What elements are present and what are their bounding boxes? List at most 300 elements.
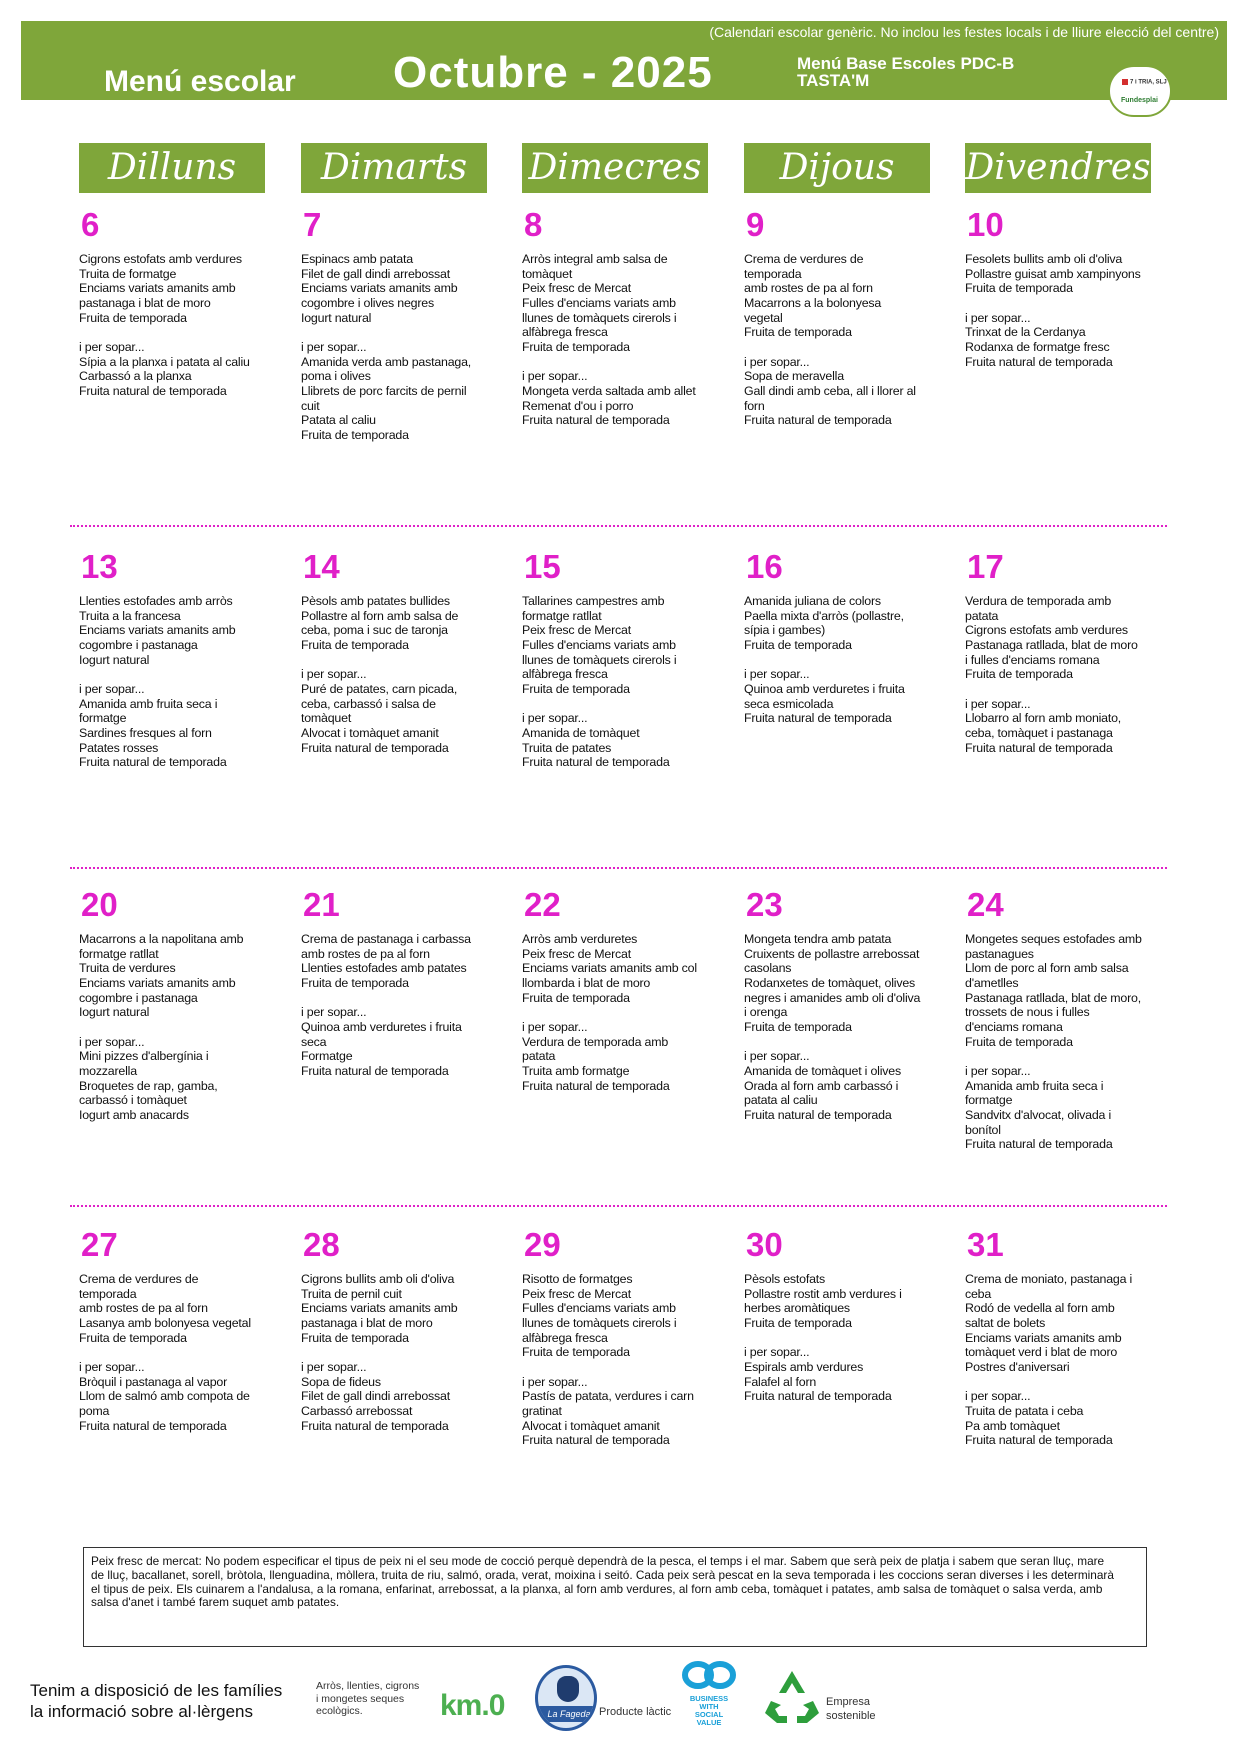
- menu-item: Bròquil i pastanaga al vapor: [79, 1374, 228, 1389]
- menu-item: alfàbrega fresca: [522, 667, 608, 682]
- menu-item: Amanida verda amb pastanaga,: [301, 354, 472, 369]
- menu-item: Fruita de temporada: [965, 281, 1073, 296]
- day-number: 8: [524, 206, 543, 243]
- menu-items: [301, 594, 506, 755]
- bsv-line4: VALUE: [696, 1718, 722, 1727]
- menu-item: Fulles d'enciams variats amb: [522, 637, 676, 652]
- week-separator: [70, 1205, 1167, 1207]
- menu-item: llunes de tomàquets cirerols i: [522, 1315, 677, 1330]
- menu-base-line2: TASTA'M: [797, 71, 870, 90]
- menu-item: sípia i gambes): [744, 623, 826, 638]
- day-number: 28: [303, 1226, 340, 1263]
- menu-item: Espinacs amb patata: [301, 252, 413, 266]
- menu-spacer: [522, 1360, 727, 1375]
- menu-item: Fruita natural de temporada: [965, 354, 1113, 369]
- menu-item: Arròs amb verduretes: [522, 932, 638, 946]
- menu-item: gratinat: [522, 1403, 562, 1418]
- day-number: 20: [81, 886, 118, 923]
- menu-item: Pa amb tomàquet: [965, 1418, 1060, 1433]
- menu-item: Fruita natural de temporada: [522, 755, 670, 770]
- menu-item: Fruita natural de temporada: [79, 755, 227, 770]
- menu-item: Enciams variats amanits amb: [301, 1301, 458, 1316]
- allergens-info: [30, 1680, 282, 1722]
- day-number: 16: [746, 548, 783, 585]
- day-number: 15: [524, 548, 561, 585]
- menu-item: Espirals amb verdures: [744, 1359, 864, 1374]
- menu-item: Enciams variats amanits amb: [79, 975, 236, 990]
- weekday-header: Dimecres: [522, 143, 708, 193]
- menu-item: i per sopar...: [965, 1389, 1031, 1404]
- menu-spacer: [79, 1345, 284, 1360]
- menu-spacer: [744, 1331, 949, 1346]
- menu-item: Fruita natural de temporada: [79, 383, 227, 398]
- menu-item: Fesolets bullits amb oli d'oliva: [965, 252, 1123, 266]
- menu-spacer: [301, 325, 506, 340]
- menu-item: Enciams variats amanits amb: [301, 281, 458, 296]
- menu-item: casolans: [744, 961, 792, 976]
- la-fageda-logo: [535, 1665, 597, 1731]
- menu-item: i per sopar...: [79, 1034, 145, 1049]
- menu-item: i per sopar...: [301, 667, 367, 682]
- bsv-line1: BUSINESS: [689, 1694, 729, 1703]
- menu-item: alfàbrega fresca: [522, 1330, 608, 1345]
- menu-item: Crema de verdures de: [744, 252, 864, 266]
- menu-item: Llom de porc al forn amb salsa: [965, 961, 1129, 976]
- menu-items: [301, 932, 506, 1079]
- menu-item: Sardines fresques al forn: [79, 725, 212, 740]
- header-banner: [21, 21, 1227, 100]
- menu-item: saltat de bolets: [965, 1315, 1046, 1330]
- menu-item: Llibrets de porc farcits de pernil: [301, 383, 467, 398]
- menu-item: Fruita natural de temporada: [79, 1418, 227, 1433]
- menu-item: Patates rosses: [79, 740, 159, 755]
- menu-item: Fruita natural de temporada: [744, 413, 892, 428]
- menu-item: Truita de formatge: [79, 266, 177, 281]
- menu-item: Fruita natural de temporada: [522, 413, 670, 428]
- menu-item: i fulles d'enciams romana: [965, 652, 1100, 667]
- menu-spacer: [522, 355, 727, 370]
- day-number: 6: [81, 206, 100, 243]
- menu-item: tomàquet: [301, 711, 352, 726]
- menu-item: ceba, tomàquet i pastanaga: [965, 725, 1113, 740]
- menu-item: Mongeta verda saltada amb allet: [522, 383, 696, 398]
- menu-item: Iogurt amb anacards: [79, 1107, 189, 1122]
- menu-item: i per sopar...: [744, 354, 810, 369]
- menu-item: Tallarines campestres amb: [522, 594, 665, 608]
- menu-item: Cigrons estofats amb verdures: [965, 623, 1128, 638]
- weekday-header: Dilluns: [79, 143, 265, 193]
- day-cell: [301, 1228, 506, 1433]
- menu-item: Lasanya amb bolonyesa vegetal: [79, 1315, 251, 1330]
- menu-item: Puré de patates, carn picada,: [301, 681, 458, 696]
- menu-item: Pèsols amb patates bullides: [301, 594, 450, 608]
- menu-item: Pollastre rostit amb verdures i: [744, 1286, 902, 1301]
- menu-item: tomàquet verd i blat de moro: [965, 1345, 1118, 1360]
- menu-item: Iogurt natural: [79, 1005, 150, 1020]
- menu-item: ceba, carbassó i salsa de: [301, 696, 436, 711]
- menu-item: amb rostes de pa al forn: [79, 1301, 208, 1316]
- menu-item: patata: [522, 1049, 556, 1064]
- menu-item: Sípia a la planxa i patata al caliu: [79, 354, 250, 369]
- menu-item: Filet de gall dindi arrebossat: [301, 266, 450, 281]
- menu-item: Pèsols estofats: [744, 1272, 826, 1286]
- menu-item: Fruita de temporada: [744, 1315, 852, 1330]
- menu-item: Cruixents de pollastre arrebossat: [744, 946, 920, 961]
- week-separator: [70, 525, 1167, 527]
- menu-items: [79, 1272, 284, 1433]
- menu-item: negres i amanides amb oli d'oliva: [744, 990, 921, 1005]
- menu-item: Verdura de temporada amb: [522, 1034, 669, 1049]
- day-cell: [79, 1228, 284, 1433]
- menu-item: Llom de salmó amb compota de: [79, 1389, 250, 1404]
- menu-item: Amanida de tomàquet i olives: [744, 1063, 901, 1078]
- day-cell: [79, 208, 284, 399]
- menu-item: Rodó de vedella al forn amb: [965, 1301, 1115, 1316]
- menu-spacer: [301, 1345, 506, 1360]
- menu-item: Fruita de temporada: [522, 990, 630, 1005]
- recycle-icon: [761, 1667, 823, 1727]
- menu-spacer: [522, 1005, 727, 1020]
- menu-spacer: [79, 1020, 284, 1035]
- menu-item: Rodanxetes de tomàquet, olives: [744, 975, 916, 990]
- day-cell: [301, 888, 506, 1079]
- menu-item: i per sopar...: [965, 310, 1031, 325]
- day-cell: [301, 208, 506, 443]
- day-number: 29: [524, 1226, 561, 1263]
- menu-item: i per sopar...: [522, 1019, 588, 1034]
- fresh-fish-note: [83, 1547, 1147, 1647]
- note-line: de lluç, bacallanet, sorell, bròtola, llenguadina, mòllera, truita de riu, salmó, orada, verat, moixina i seitó. Cada peix serà pescat en la seva temporada i les coccions seran diverses i les determinarà: [91, 1567, 1114, 1582]
- menu-item: Truita de patata i ceba: [965, 1403, 1084, 1418]
- menu-item: formatge: [79, 711, 127, 726]
- day-number: 9: [746, 206, 765, 243]
- menu-item: Truita a la francesa: [79, 608, 181, 623]
- day-number: 27: [81, 1226, 118, 1263]
- menu-item: Fruita de temporada: [522, 681, 630, 696]
- sustainable-company-label: [826, 1695, 876, 1723]
- menu-item: Mongetes seques estofades amb: [965, 932, 1142, 946]
- menu-item: i orenga: [744, 1005, 788, 1020]
- menu-items: [965, 252, 1170, 369]
- menu-item: Quinoa amb verduretes i fruita: [744, 681, 905, 696]
- menu-items: [522, 594, 727, 770]
- menu-item: cogombre i pastanaga: [79, 637, 198, 652]
- menu-item: Fruita de temporada: [744, 325, 852, 340]
- menu-item: Mongeta tendra amb patata: [744, 932, 892, 946]
- menu-item: Amanida amb fruita seca i: [965, 1078, 1104, 1093]
- menu-items: [965, 1272, 1170, 1448]
- menu-item: i per sopar...: [301, 1359, 367, 1374]
- day-cell: [965, 550, 1170, 755]
- menu-item: Patata al caliu: [301, 413, 376, 428]
- weekday-header: Dijous: [744, 143, 930, 193]
- la-fageda-label: La Fageda: [535, 1706, 597, 1722]
- menu-item: Truita de patates: [522, 740, 612, 755]
- menu-item: Fruita natural de temporada: [522, 1433, 670, 1448]
- menu-item: Llenties estofades amb arròs: [79, 594, 233, 608]
- menu-items: [744, 1272, 949, 1404]
- menu-item: i per sopar...: [522, 1374, 588, 1389]
- menu-items: [522, 1272, 727, 1448]
- menu-item: Peix fresc de Mercat: [522, 623, 631, 638]
- menu-items: [301, 252, 506, 443]
- menu-item: formatge ratllat: [79, 946, 159, 961]
- menu-item: Truita de pernil cuit: [301, 1286, 402, 1301]
- day-cell: [79, 888, 284, 1123]
- weekday-header: Dimarts: [301, 143, 487, 193]
- menu-item: Fruita de temporada: [301, 1330, 409, 1345]
- menu-item: Gall dindi amb ceba, all i llorer al: [744, 383, 916, 398]
- calendar-note: (Calendari escolar genèric. No inclou les festes locals i de lliure elecció del centre): [709, 24, 1219, 40]
- menu-item: i per sopar...: [522, 711, 588, 726]
- menu-item: i per sopar...: [79, 681, 145, 696]
- menu-item: formatge ratllat: [522, 608, 602, 623]
- allergens-line2: la informació sobre al·lèrgens: [30, 1702, 253, 1721]
- eco-line2: i mongetes seques: [316, 1692, 405, 1705]
- menu-item: patata al caliu: [744, 1093, 818, 1108]
- menu-item: Fruita natural de temporada: [965, 1433, 1113, 1448]
- menu-item: Pollastre al forn amb salsa de: [301, 608, 459, 623]
- menu-item: i per sopar...: [744, 1345, 810, 1360]
- menu-items: [79, 932, 284, 1123]
- day-cell: [79, 550, 284, 770]
- menu-item: llunes de tomàquets cirerols i: [522, 310, 677, 325]
- menu-spacer: [965, 1049, 1170, 1064]
- menu-item: Fruita de temporada: [744, 1019, 852, 1034]
- menu-item: amb rostes de pa al forn: [744, 281, 873, 296]
- menu-item: alfàbrega fresca: [522, 325, 608, 340]
- menu-item: Fruita de temporada: [965, 1034, 1073, 1049]
- menu-item: Peix fresc de Mercat: [522, 946, 631, 961]
- page-title: Menú escolar: [104, 65, 296, 98]
- company-line1: Empresa: [826, 1696, 871, 1708]
- menu-spacer: [79, 325, 284, 340]
- menu-item: Filet de gall dindi arrebossat: [301, 1389, 450, 1404]
- menu-spacer: [965, 682, 1170, 697]
- menu-item: Verdura de temporada amb: [965, 594, 1112, 608]
- menu-item: Fulles d'enciams variats amb: [522, 1301, 676, 1316]
- menu-item: bonítol: [965, 1122, 1001, 1137]
- menu-item: Llenties estofades amb patates: [301, 961, 467, 976]
- note-line: el tipus de peix. Els cuinarem a l'andalusa, a la romana, enfarinat, arrebossat, a la planxa, al forn amb verdures, al forn amb ceba, tomàquet i patates, amb salsa de tomàquet o salsa verda, amb: [91, 1581, 1103, 1596]
- menu-item: patata: [965, 608, 999, 623]
- day-number: 23: [746, 886, 783, 923]
- menu-item: Crema de moniato, pastanaga i: [965, 1272, 1133, 1286]
- day-number: 14: [303, 548, 340, 585]
- menu-item: Fruita de temporada: [744, 637, 852, 652]
- menu-item: cogombre i pastanaga: [79, 990, 198, 1005]
- menu-item: Broquetes de rap, gamba,: [79, 1078, 218, 1093]
- day-cell: [301, 550, 506, 755]
- menu-items: [965, 594, 1170, 755]
- business-social-value-logo: [681, 1660, 737, 1727]
- weekday-header: Divendres: [965, 143, 1151, 193]
- menu-item: Macarrons a la bolonyesa: [744, 295, 882, 310]
- day-cell: [965, 208, 1170, 369]
- menu-spacer: [744, 1035, 949, 1050]
- menu-spacer: [301, 653, 506, 668]
- menu-item: Truita de verdures: [79, 961, 176, 976]
- menu-item: Trinxat de la Cerdanya: [965, 325, 1086, 340]
- menu-item: mozzarella: [79, 1063, 137, 1078]
- menu-item: Orada al forn amb carbassó i: [744, 1078, 899, 1093]
- eco-legumes-info: [316, 1680, 419, 1718]
- day-number: 10: [967, 206, 1004, 243]
- menu-item: cogombre i olives negres: [301, 295, 434, 310]
- menu-item: temporada: [744, 266, 802, 281]
- menu-item: Fruita de temporada: [522, 339, 630, 354]
- menu-item: llombarda i blat de moro: [522, 975, 651, 990]
- month-title: Octubre - 2025: [393, 48, 713, 97]
- menu-item: d'enciams romana: [965, 1019, 1063, 1034]
- menu-item: Fruita de temporada: [301, 637, 409, 652]
- menu-item: formatge: [965, 1093, 1013, 1108]
- menu-item: ceba: [965, 1286, 992, 1301]
- menu-item: i per sopar...: [522, 369, 588, 384]
- menu-item: Fulles d'enciams variats amb: [522, 295, 676, 310]
- menu-item: Amanida de tomàquet: [522, 725, 640, 740]
- menu-item: i per sopar...: [79, 1359, 145, 1374]
- menu-item: llunes de tomàquets cirerols i: [522, 652, 677, 667]
- menu-item: Enciams variats amanits amb: [79, 281, 236, 296]
- cow-icon: [557, 1676, 579, 1702]
- menu-item: seca esmicolada: [744, 696, 834, 711]
- company-line2: sostenible: [826, 1710, 876, 1722]
- menu-item: Rodanxa de formatge fresc: [965, 339, 1110, 354]
- menu-item: Alvocat i tomàquet amanit: [522, 1418, 660, 1433]
- menu-item: pastanaga i blat de moro: [301, 1315, 433, 1330]
- km0-logo: km.0: [440, 1689, 505, 1722]
- menu-item: Fruita de temporada: [79, 1330, 187, 1345]
- menu-item: seca: [301, 1034, 327, 1049]
- menu-item: i per sopar...: [301, 1005, 367, 1020]
- menu-item: poma: [79, 1403, 110, 1418]
- eco-line3: ecològics.: [316, 1705, 363, 1717]
- menu-item: Fruita natural de temporada: [744, 1107, 892, 1122]
- menu-base-line1: Menú Base Escoles PDC-B: [797, 54, 1015, 73]
- menu-item: poma i olives: [301, 369, 371, 384]
- menu-items: [744, 932, 949, 1123]
- menu-item: Pollastre guisat amb xampinyons: [965, 266, 1141, 281]
- menu-items: [79, 594, 284, 770]
- day-number: 17: [967, 548, 1004, 585]
- menu-spacer: [965, 1375, 1170, 1390]
- menu-items: [522, 252, 727, 428]
- menu-item: Pastanaga ratllada, blat de moro,: [965, 990, 1141, 1005]
- menu-item: Amanida amb fruita seca i: [79, 696, 218, 711]
- menu-item: amb rostes de pa al forn: [301, 946, 430, 961]
- menu-item: Fruita de temporada: [301, 427, 409, 442]
- menu-item: cuit: [301, 398, 320, 413]
- menu-item: forn: [744, 398, 765, 413]
- menu-item: d'ametlles: [965, 975, 1019, 990]
- day-number: 7: [303, 206, 322, 243]
- menu-item: pastanagues: [965, 946, 1034, 961]
- menu-item: Peix fresc de Mercat: [522, 1286, 631, 1301]
- menu-item: temporada: [79, 1286, 137, 1301]
- day-cell: [744, 1228, 949, 1404]
- menu-item: i per sopar...: [301, 339, 367, 354]
- infinity-icon: [681, 1660, 737, 1690]
- bsv-line3: SOCIAL: [694, 1710, 724, 1719]
- menu-items: [79, 252, 284, 399]
- day-cell: [965, 1228, 1170, 1448]
- dairy-product-label: Producte làctic: [599, 1706, 672, 1718]
- menu-item: Fruita de temporada: [965, 667, 1073, 682]
- menu-item: Fruita de temporada: [301, 975, 409, 990]
- day-cell: [744, 208, 949, 428]
- menu-item: Fruita de temporada: [79, 310, 187, 325]
- note-line: salsa d'anet i també farem suquet amb patates.: [91, 1595, 340, 1610]
- menu-spacer: [744, 340, 949, 355]
- day-cell: [965, 888, 1170, 1152]
- menu-item: i per sopar...: [79, 339, 145, 354]
- menu-item: Sandvitx d'alvocat, olivada i: [965, 1107, 1112, 1122]
- menu-item: ceba, poma i suc de taronja: [301, 623, 448, 638]
- note-line: Peix fresc de mercat: No podem especificar el tipus de peix ni el seu mode de cocció perquè dependrà de la pesca, el temps i el mar. Sabem que serà peix de platja i sabem que seran lluç, mare: [91, 1554, 1105, 1568]
- week-separator: [70, 867, 1167, 869]
- menu-item: Crema de verdures de: [79, 1272, 199, 1286]
- menu-item: Fruita natural de temporada: [744, 711, 892, 726]
- menu-item: Fruita de temporada: [522, 1345, 630, 1360]
- menu-item: Truita amb formatge: [522, 1063, 630, 1078]
- bsv-line2: WITH: [699, 1702, 719, 1711]
- allergens-line1: Tenim a disposició de les famílies: [30, 1681, 283, 1700]
- menu-item: Alvocat i tomàquet amanit: [301, 725, 439, 740]
- menu-item: Amanida juliana de colors: [744, 594, 881, 608]
- day-number: 30: [746, 1226, 783, 1263]
- menu-item: vegetal: [744, 310, 783, 325]
- menu-item: Fruita natural de temporada: [301, 1418, 449, 1433]
- menu-item: i per sopar...: [744, 667, 810, 682]
- menu-spacer: [301, 991, 506, 1006]
- menu-spacer: [744, 653, 949, 668]
- menu-item: Cigrons bullits amb oli d'oliva: [301, 1272, 455, 1286]
- fundesplai-logo: [1108, 65, 1172, 117]
- menu-item: Fruita natural de temporada: [301, 1063, 449, 1078]
- day-number: 31: [967, 1226, 1004, 1263]
- menu-item: herbes aromàtiques: [744, 1301, 850, 1316]
- menu-item: Macarrons a la napolitana amb: [79, 932, 244, 946]
- day-number: 21: [303, 886, 340, 923]
- day-cell: [522, 550, 727, 770]
- menu-item: Iogurt natural: [79, 652, 150, 667]
- menu-item: Sopa de meravella: [744, 369, 844, 384]
- day-number: 22: [524, 886, 561, 923]
- menu-item: Mini pizzes d'albergínia i: [79, 1049, 209, 1064]
- menu-items: [522, 932, 727, 1093]
- menu-item: Pastanaga ratllada, blat de moro: [965, 637, 1138, 652]
- menu-item: Fruita natural de temporada: [522, 1078, 670, 1093]
- menu-item: i per sopar...: [965, 1063, 1031, 1078]
- menu-item: Fruita natural de temporada: [301, 740, 449, 755]
- eco-line1: Arròs, llenties, cigrons: [316, 1680, 420, 1692]
- menu-items: [744, 594, 949, 726]
- menu-spacer: [522, 697, 727, 712]
- day-cell: [522, 208, 727, 428]
- menu-item: Carbassó a la planxa: [79, 369, 192, 384]
- menu-item: Pastís de patata, verdures i carn: [522, 1389, 694, 1404]
- menu-item: Crema de pastanaga i carbassa: [301, 932, 471, 946]
- menu-item: Falafel al forn: [744, 1374, 817, 1389]
- day-number: 24: [967, 886, 1004, 923]
- menu-item: Remenat d'ou i porro: [522, 398, 634, 413]
- menu-item: Risotto de formatges: [522, 1272, 633, 1286]
- menu-item: Sopa de fideus: [301, 1374, 381, 1389]
- menu-item: trossets de nous i fulles: [965, 1005, 1090, 1020]
- menu-items: [965, 932, 1170, 1152]
- menu-items: [744, 252, 949, 428]
